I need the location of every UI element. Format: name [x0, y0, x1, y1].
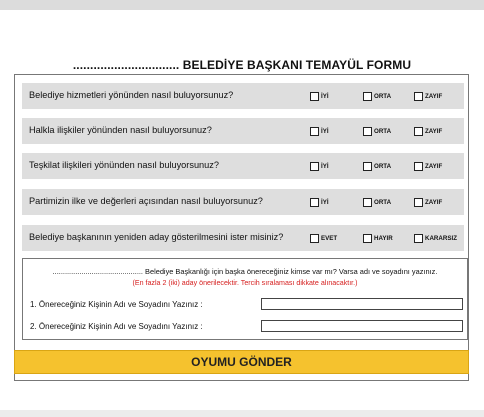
option-label: ORTA — [374, 198, 392, 206]
checkbox[interactable] — [414, 92, 423, 101]
candidate-note: (En fazla 2 (iki) aday önerilecektir. Tercih sıralaması dikkate alınacaktır.) — [132, 279, 358, 287]
option-label: ORTA — [374, 92, 392, 100]
candidate-question: ............................................ Belediye Başkanlığı için başka önereceğiniz kimse var mı? Varsa adı ve soyadını yazınız. — [52, 267, 438, 276]
option-label: ZAYIF — [425, 198, 443, 206]
option-label: İYİ — [321, 92, 329, 100]
question-text: Teşkilat ilişkileri yönünden nasıl buluyorsunuz? — [29, 160, 219, 170]
candidate-2-label: 2. Önereceğiniz Kişinin Adı ve Soyadını Yazınız : — [30, 322, 203, 331]
checkbox[interactable] — [363, 92, 372, 101]
option-label: HAYIR — [374, 234, 393, 242]
candidate-1-label: 1. Önereceğiniz Kişinin Adı ve Soyadını Yazınız : — [30, 300, 203, 309]
option-label: İYİ — [321, 198, 329, 206]
candidate-suggestion-box — [22, 258, 468, 340]
checkbox[interactable] — [414, 162, 423, 171]
option-label: KARARSIZ — [425, 234, 457, 242]
option-orta[interactable] — [363, 124, 391, 138]
option-orta[interactable] — [363, 159, 391, 173]
option-label: İYİ — [321, 127, 329, 135]
checkbox[interactable] — [414, 198, 423, 207]
question-row-3 — [22, 153, 464, 179]
option-zayif[interactable] — [414, 195, 442, 209]
top-border — [0, 0, 484, 10]
question-text: Partimizin ilke ve değerleri açısından nasıl buluyorsunuz? — [29, 196, 263, 206]
option-orta[interactable] — [363, 195, 391, 209]
checkbox[interactable] — [310, 234, 319, 243]
question-text: Belediye hizmetleri yönünden nasıl buluyorsunuz? — [29, 90, 234, 100]
checkbox[interactable] — [363, 162, 372, 171]
checkbox[interactable] — [310, 92, 319, 101]
bottom-border — [0, 410, 484, 417]
checkbox[interactable] — [310, 127, 319, 136]
option-label: ORTA — [374, 162, 392, 170]
option-label: ZAYIF — [425, 162, 443, 170]
option-iyi[interactable] — [310, 124, 329, 138]
question-text: Belediye başkanının yeniden aday gösterilmesini ister misiniz? — [29, 232, 284, 242]
question-row-5 — [22, 225, 464, 251]
option-hayir[interactable] — [363, 231, 393, 245]
candidate-2-input[interactable] — [261, 320, 463, 332]
option-label: ORTA — [374, 127, 392, 135]
checkbox[interactable] — [414, 234, 423, 243]
checkbox[interactable] — [363, 127, 372, 136]
option-iyi[interactable] — [310, 195, 329, 209]
option-orta[interactable] — [363, 89, 391, 103]
option-label: ZAYIF — [425, 127, 443, 135]
option-label: EVET — [321, 234, 338, 242]
option-zayif[interactable] — [414, 159, 442, 173]
option-iyi[interactable] — [310, 89, 329, 103]
checkbox[interactable] — [363, 234, 372, 243]
question-row-4 — [22, 189, 464, 215]
option-zayif[interactable] — [414, 89, 442, 103]
checkbox[interactable] — [414, 127, 423, 136]
question-row-1 — [22, 83, 464, 109]
option-label: İYİ — [321, 162, 329, 170]
option-label: ZAYIF — [425, 92, 443, 100]
option-iyi[interactable] — [310, 159, 329, 173]
form-title: ............................... BELEDİYE BAŞKANI TEMAYÜL FORMU — [72, 58, 412, 72]
checkbox[interactable] — [310, 162, 319, 171]
question-row-2 — [22, 118, 464, 144]
option-kararsiz[interactable] — [414, 231, 457, 245]
submit-vote-button[interactable]: OYUMU GÖNDER — [14, 350, 469, 374]
option-zayif[interactable] — [414, 124, 442, 138]
option-evet[interactable] — [310, 231, 337, 245]
checkbox[interactable] — [363, 198, 372, 207]
checkbox[interactable] — [310, 198, 319, 207]
question-text: Halkla ilişkiler yönünden nasıl buluyorsunuz? — [29, 125, 212, 135]
candidate-1-input[interactable] — [261, 298, 463, 310]
